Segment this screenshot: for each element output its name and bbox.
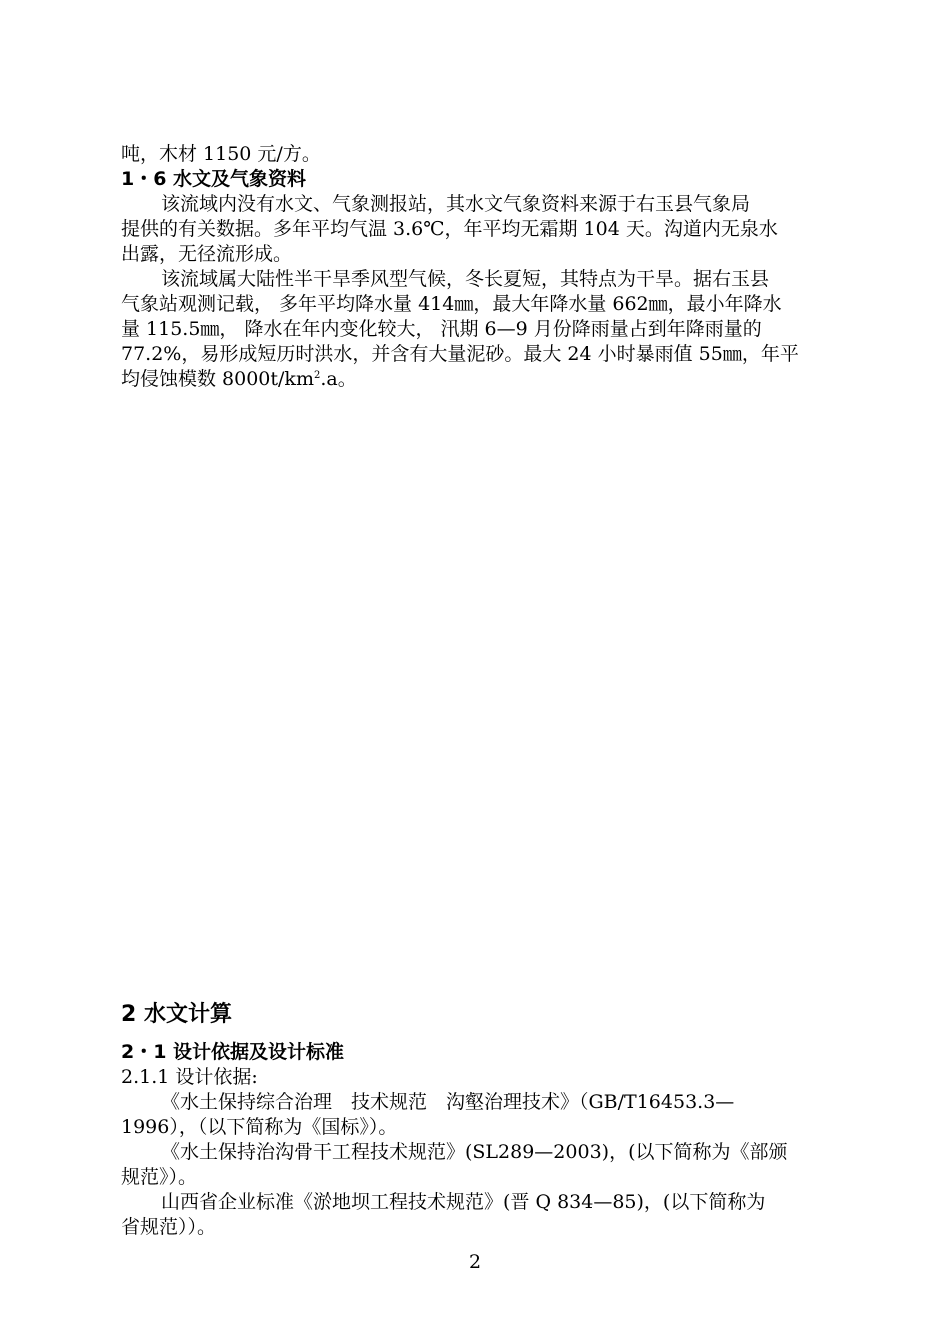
para2-line1: 该流域属大陆性半干旱季风型气候，冬长夏短，其特点为干旱。据右玉县: [161, 268, 770, 290]
ref2-line1: 《水土保持治沟骨干工程技术规范》(SL289—2003)，(以下简称为《部颁: [161, 1141, 788, 1163]
para1-line3: 出露，无径流形成。: [121, 243, 293, 265]
para2-line5: [121, 367, 861, 392]
lead-line: 吨，木材 1150 元/方。: [121, 143, 321, 165]
ref3-line2: 省规范））。: [121, 1216, 217, 1238]
chapter-heading-2: 2 水文计算: [121, 1002, 232, 1027]
ref1-line1: 《水土保持综合治理 技术规范 沟壑治理技术》（GB/T16453.3—: [161, 1091, 735, 1113]
chapter-2: [121, 1000, 861, 1030]
para2-line5-text: 均侵蚀模数 8000t/km: [121, 368, 314, 390]
para1-line2: 提供的有关数据。多年平均气温 3.6℃，年平均无霜期 104 天。沟道内无泉水: [121, 218, 778, 240]
section-2-1: [121, 1040, 861, 1240]
ref1-line2: 1996），（以下简称为《国标》）。: [121, 1116, 398, 1138]
para2-line4: 77.2%，易形成短历时洪水，并含有大量泥砂。最大 24 小时暴雨值 55㎜，年平: [121, 343, 799, 365]
para2-line3: 量 115.5㎜， 降水在年内变化较大， 汛期 6—9 月份降雨量占到年降雨量的: [121, 318, 762, 340]
para2-line5-tail: .a。: [320, 368, 357, 390]
para1-line1: 该流域内没有水文、气象测报站，其水文气象资料来源于右玉县气象局: [161, 193, 751, 215]
section-1-6: [121, 142, 861, 392]
superscript-two: 2: [313, 370, 321, 381]
subsection-2-1-1: 2.1.1 设计依据:: [121, 1066, 258, 1088]
section-heading-2-1: 2・1 设计依据及设计标准: [121, 1041, 345, 1063]
para2-line2: 气象站观测记载， 多年平均降水量 414㎜，最大年降水量 662㎜，最小年降水: [121, 293, 782, 315]
section-heading-1-6: 1・6 水文及气象资料: [121, 168, 307, 190]
page-number: 2: [468, 1251, 482, 1273]
ref2-line2: 规范》）。: [121, 1166, 198, 1188]
ref3-line1: 山西省企业标准《淤地坝工程技术规范》(晋 Q 834—85)，(以下简称为: [161, 1191, 766, 1213]
